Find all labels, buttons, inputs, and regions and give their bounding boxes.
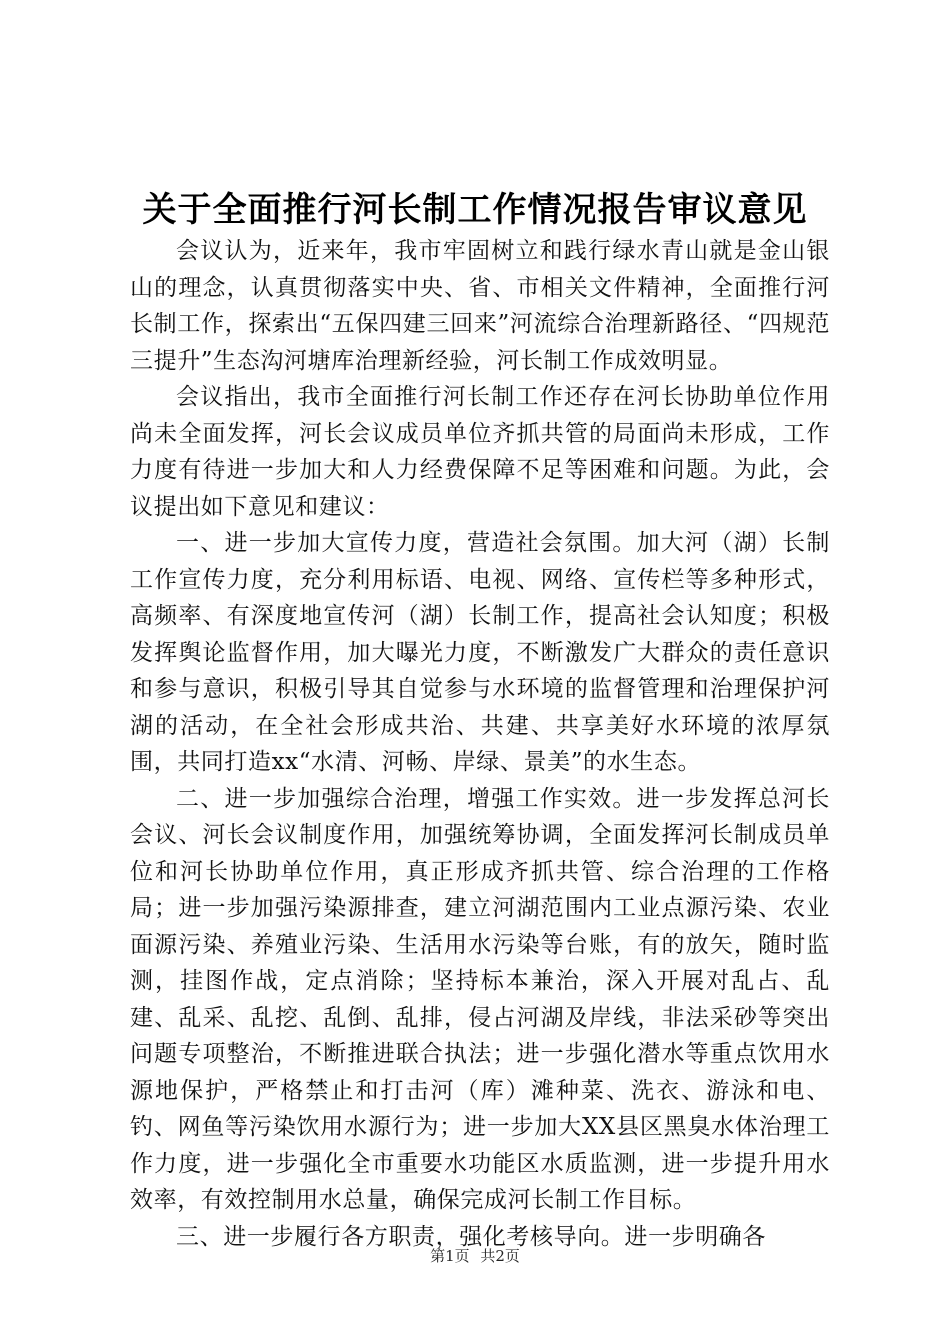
page-number: 第1页 [430, 1247, 470, 1265]
document-title: 关于全面推行河长制工作情况报告审议意见 [142, 190, 808, 230]
document-body [130, 233, 830, 1255]
paragraph-5: 三、进一步履行各方职责，强化考核导向。进一步明确各 [176, 1223, 766, 1250]
page-total: 共2页 [480, 1247, 520, 1265]
paragraph-4: 二、进一步加强综合治理，增强工作实效。进一步发挥总河长会议、河长会议制度作用，加强统筹协调，全面发挥河长制成员单位和河长协助单位作用，真正形成齐抓共管、综合治理的工作格局；进一步加强污染源排查，建立河湖范围内工业点源污染、农业面源污染、养殖业污染、生活用水污染等台账，有的放矢，随时监测，挂图作战，定点消除；坚持标本兼治，深入开展对乱占、乱建、乱采、乱挖、乱倒、乱排，侵占河湖及岸线，非法采砂等突出问题专项整治，不断推进联合执法；进一步强化潜水等重点饮用水源地保护，严格禁止和打击河（库）滩种菜、洗衣、游泳和电、钓、网鱼等污染饮用水源行为；进一步加大XX县区黑臭水体治理工作力度，进一步强化全市重要水功能区水质监测，进一步提升用水效率，有效控制用水总量，确保完成河长制工作目标。 [130, 785, 830, 1213]
paragraph-1: 会议认为，近来年，我市牢固树立和践行绿水青山就是金山银山的理念，认真贯彻落实中央、省、市相关文件精神，全面推行河长制工作，探索出“五保四建三回来”河流综合治理新路径、“四规范三提升”生态沟河塘库治理新经验，河长制工作成效明显。 [130, 238, 830, 374]
paragraph-3: 一、进一步加大宣传力度，营造社会氛围。加大河（湖）长制工作宣传力度，充分利用标语、电视、网络、宣传栏等多种形式，高频率、有深度地宣传河（湖）长制工作，提高社会认知度；积极发挥舆论监督作用，加大曝光力度，不断激发广大群众的责任意识和参与意识，积极引导其自觉参与水环境的监督管理和治理保护河湖的活动，在全社会形成共治、共建、共享美好水环境的浓厚氛围，共同打造xx“水清、河畅、岸绿、景美”的水生态。 [130, 530, 830, 775]
paragraph-2: 会议指出，我市全面推行河长制工作还存在河长协助单位作用尚未全面发挥，河长会议成员单位齐抓共管的局面尚未形成，工作力度有待进一步加大和人力经费保障不足等困难和问题。为此，会议提出如下意见和建议： [130, 384, 830, 520]
page-footer [0, 1246, 950, 1266]
